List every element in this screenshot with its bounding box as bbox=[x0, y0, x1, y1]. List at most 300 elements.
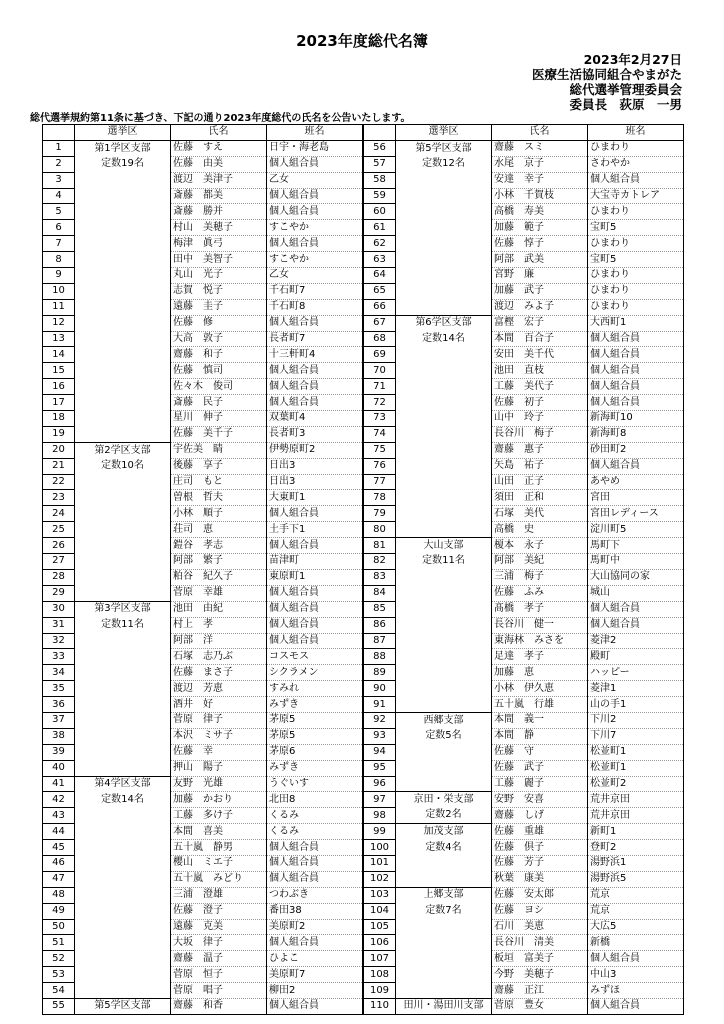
district-cell: 定数5名 bbox=[396, 728, 492, 744]
table-row bbox=[364, 649, 684, 665]
district-cell bbox=[75, 188, 171, 204]
row-number: 98 bbox=[364, 808, 396, 824]
area-cell: コスモス bbox=[267, 649, 363, 665]
name-cell: 足達 孝子 bbox=[492, 649, 588, 665]
name-cell: 渡辺 みよ子 bbox=[492, 299, 588, 315]
row-number: 108 bbox=[364, 967, 396, 983]
name-cell: 今野 美穂子 bbox=[492, 967, 588, 983]
area-cell: 大広5 bbox=[588, 919, 684, 935]
table-row bbox=[43, 871, 363, 887]
area-cell: 下川7 bbox=[588, 728, 684, 744]
area-cell: 城山 bbox=[588, 585, 684, 601]
district-cell bbox=[396, 983, 492, 999]
table-row bbox=[364, 442, 684, 458]
area-cell: 北田8 bbox=[267, 792, 363, 808]
district-cell bbox=[75, 855, 171, 871]
table-row bbox=[364, 506, 684, 522]
district-cell bbox=[75, 426, 171, 442]
area-cell: 個人組合員 bbox=[267, 379, 363, 395]
row-number: 25 bbox=[43, 522, 75, 538]
table-row bbox=[364, 871, 684, 887]
area-cell: 荒井京田 bbox=[588, 808, 684, 824]
name-cell: 高橋 寿美 bbox=[492, 204, 588, 220]
name-cell: 菅原 唱子 bbox=[171, 983, 267, 999]
district-cell: 定数11名 bbox=[396, 554, 492, 570]
name-cell: 本間 喜美 bbox=[171, 824, 267, 840]
district-cell bbox=[75, 887, 171, 903]
row-number: 27 bbox=[43, 554, 75, 570]
table-row bbox=[364, 744, 684, 760]
row-number: 87 bbox=[364, 633, 396, 649]
table-row bbox=[364, 522, 684, 538]
row-number: 56 bbox=[364, 140, 396, 156]
name-cell: 五十嵐 行雄 bbox=[492, 697, 588, 713]
area-cell: 個人組合員 bbox=[267, 871, 363, 887]
table-row bbox=[43, 490, 363, 506]
district-cell bbox=[396, 649, 492, 665]
district-cell bbox=[396, 522, 492, 538]
table-row bbox=[364, 283, 684, 299]
row-number: 74 bbox=[364, 426, 396, 442]
district-cell bbox=[75, 712, 171, 728]
name-cell: 粕谷 紀久子 bbox=[171, 569, 267, 585]
table-row bbox=[43, 379, 363, 395]
row-number: 81 bbox=[364, 538, 396, 554]
area-cell: 茅原5 bbox=[267, 712, 363, 728]
name-cell: 本間 静 bbox=[492, 728, 588, 744]
area-cell: ひまわり bbox=[588, 140, 684, 156]
name-cell: 池田 直枝 bbox=[492, 363, 588, 379]
table-row bbox=[364, 363, 684, 379]
name-cell: 佐藤 守 bbox=[492, 744, 588, 760]
area-cell: 個人組合員 bbox=[588, 998, 684, 1014]
table-row bbox=[43, 712, 363, 728]
row-number: 101 bbox=[364, 855, 396, 871]
district-cell: 田川・湯田川支部 bbox=[396, 998, 492, 1014]
table-row bbox=[43, 681, 363, 697]
district-cell bbox=[396, 426, 492, 442]
row-number: 51 bbox=[43, 935, 75, 951]
district-cell bbox=[396, 363, 492, 379]
table-row bbox=[364, 554, 684, 570]
area-cell: 馬町下 bbox=[588, 538, 684, 554]
name-cell: 齋藤 正江 bbox=[492, 983, 588, 999]
row-number: 38 bbox=[43, 728, 75, 744]
row-number: 22 bbox=[43, 474, 75, 490]
name-cell: 佐藤 修 bbox=[171, 315, 267, 331]
row-number: 4 bbox=[43, 188, 75, 204]
table-row bbox=[43, 776, 363, 792]
table-row bbox=[364, 808, 684, 824]
district-cell bbox=[396, 268, 492, 284]
name-cell: 佐藤 慎司 bbox=[171, 363, 267, 379]
district-cell bbox=[75, 299, 171, 315]
district-cell bbox=[75, 935, 171, 951]
row-number: 69 bbox=[364, 347, 396, 363]
area-cell: 乙女 bbox=[267, 268, 363, 284]
row-number: 7 bbox=[43, 236, 75, 252]
row-number: 79 bbox=[364, 506, 396, 522]
name-cell: 齋藤 スミ bbox=[492, 140, 588, 156]
table-row bbox=[43, 458, 363, 474]
row-number: 99 bbox=[364, 824, 396, 840]
district-cell bbox=[396, 458, 492, 474]
name-cell: 佐藤 美千子 bbox=[171, 426, 267, 442]
name-cell: 本沢 ミサ子 bbox=[171, 728, 267, 744]
area-cell: 個人組合員 bbox=[588, 951, 684, 967]
area-cell: 湯野浜1 bbox=[588, 855, 684, 871]
name-cell: 阿部 美紀 bbox=[492, 554, 588, 570]
table-row bbox=[43, 808, 363, 824]
name-cell: 富樫 宏子 bbox=[492, 315, 588, 331]
table-row bbox=[364, 331, 684, 347]
table-row bbox=[364, 792, 684, 808]
row-number: 57 bbox=[364, 156, 396, 172]
col-header-number bbox=[43, 125, 75, 141]
district-cell: 定数4名 bbox=[396, 840, 492, 856]
row-number: 96 bbox=[364, 776, 396, 792]
area-cell: 山の手1 bbox=[588, 697, 684, 713]
area-cell: 柳田2 bbox=[267, 983, 363, 999]
row-number: 3 bbox=[43, 172, 75, 188]
row-number: 1 bbox=[43, 140, 75, 156]
row-number: 103 bbox=[364, 887, 396, 903]
table-row bbox=[43, 204, 363, 220]
district-cell: 第3学区支部 bbox=[75, 601, 171, 617]
area-cell: 個人組合員 bbox=[267, 188, 363, 204]
name-cell: 水尾 京子 bbox=[492, 156, 588, 172]
district-cell: 加茂支部 bbox=[396, 824, 492, 840]
area-cell: 土手下1 bbox=[267, 522, 363, 538]
row-number: 70 bbox=[364, 363, 396, 379]
row-number: 16 bbox=[43, 379, 75, 395]
table-row bbox=[364, 712, 684, 728]
district-cell bbox=[75, 172, 171, 188]
table-row bbox=[364, 840, 684, 856]
row-number: 23 bbox=[43, 490, 75, 506]
name-cell: 石塚 美代 bbox=[492, 506, 588, 522]
area-cell: 長者町7 bbox=[267, 331, 363, 347]
row-number: 32 bbox=[43, 633, 75, 649]
table-row bbox=[364, 299, 684, 315]
district-cell bbox=[75, 903, 171, 919]
row-number: 95 bbox=[364, 760, 396, 776]
name-cell: 菅原 幸雄 bbox=[171, 585, 267, 601]
row-number: 84 bbox=[364, 585, 396, 601]
row-number: 11 bbox=[43, 299, 75, 315]
table-row bbox=[364, 458, 684, 474]
table-row bbox=[364, 776, 684, 792]
name-cell: 小林 千賀枝 bbox=[492, 188, 588, 204]
area-cell: 松並町2 bbox=[588, 776, 684, 792]
district-cell: 第5学区支部 bbox=[75, 998, 171, 1014]
area-cell: 松並町1 bbox=[588, 760, 684, 776]
name-cell: 齋藤 惠子 bbox=[492, 442, 588, 458]
table-row bbox=[364, 220, 684, 236]
district-cell bbox=[75, 506, 171, 522]
table-row bbox=[364, 951, 684, 967]
area-cell: すこやか bbox=[267, 252, 363, 268]
name-cell: 齋藤 しげ bbox=[492, 808, 588, 824]
row-number: 30 bbox=[43, 601, 75, 617]
area-cell: 個人組合員 bbox=[267, 998, 363, 1014]
area-cell: 個人組合員 bbox=[267, 601, 363, 617]
name-cell: 加藤 恵 bbox=[492, 665, 588, 681]
district-cell bbox=[396, 220, 492, 236]
name-cell: 菅原 恒子 bbox=[171, 967, 267, 983]
name-cell: 阿部 武美 bbox=[492, 252, 588, 268]
district-cell bbox=[75, 522, 171, 538]
district-cell bbox=[75, 379, 171, 395]
table-row bbox=[364, 490, 684, 506]
table-row bbox=[364, 665, 684, 681]
district-cell bbox=[75, 395, 171, 411]
area-cell: 大山協同の家 bbox=[588, 569, 684, 585]
area-cell: 個人組合員 bbox=[267, 840, 363, 856]
district-cell bbox=[396, 760, 492, 776]
row-number: 9 bbox=[43, 268, 75, 284]
row-number: 5 bbox=[43, 204, 75, 220]
district-cell: 第1学区支部 bbox=[75, 140, 171, 156]
area-cell: 茅原6 bbox=[267, 744, 363, 760]
name-cell: 榎本 永子 bbox=[492, 538, 588, 554]
district-cell: 京田・栄支部 bbox=[396, 792, 492, 808]
row-number: 78 bbox=[364, 490, 396, 506]
district-cell bbox=[75, 283, 171, 299]
organization-name: 医療生活協同組合やまがた bbox=[531, 67, 682, 82]
name-cell: 斎藤 民子 bbox=[171, 395, 267, 411]
area-cell: 宝町5 bbox=[588, 252, 684, 268]
area-cell: 千石町8 bbox=[267, 299, 363, 315]
table-row bbox=[43, 840, 363, 856]
district-cell: 定数10名 bbox=[75, 458, 171, 474]
area-cell: 個人組合員 bbox=[267, 506, 363, 522]
name-cell: 阿部 繁子 bbox=[171, 554, 267, 570]
row-number: 12 bbox=[43, 315, 75, 331]
row-number: 13 bbox=[43, 331, 75, 347]
row-number: 29 bbox=[43, 585, 75, 601]
table-row bbox=[364, 426, 684, 442]
row-number: 8 bbox=[43, 252, 75, 268]
right-table bbox=[363, 124, 684, 1015]
row-number: 72 bbox=[364, 395, 396, 411]
district-cell bbox=[75, 220, 171, 236]
area-cell: 日宇・海老島 bbox=[267, 140, 363, 156]
table-row bbox=[43, 220, 363, 236]
area-cell: ひまわり bbox=[588, 299, 684, 315]
row-number: 33 bbox=[43, 649, 75, 665]
district-cell bbox=[75, 490, 171, 506]
table-row bbox=[43, 919, 363, 935]
name-cell: 佐藤 芳子 bbox=[492, 855, 588, 871]
row-number: 97 bbox=[364, 792, 396, 808]
area-cell: 東原町1 bbox=[267, 569, 363, 585]
table-row bbox=[43, 649, 363, 665]
district-cell bbox=[396, 236, 492, 252]
district-cell: 定数11名 bbox=[75, 617, 171, 633]
row-number: 17 bbox=[43, 395, 75, 411]
name-cell: 佐藤 初子 bbox=[492, 395, 588, 411]
area-cell: シクラメン bbox=[267, 665, 363, 681]
district-cell bbox=[396, 379, 492, 395]
row-number: 53 bbox=[43, 967, 75, 983]
district-cell bbox=[75, 840, 171, 856]
name-cell: 遠藤 克美 bbox=[171, 919, 267, 935]
name-cell: 長谷川 梅子 bbox=[492, 426, 588, 442]
row-number: 42 bbox=[43, 792, 75, 808]
table-row bbox=[43, 315, 363, 331]
table-row bbox=[364, 728, 684, 744]
name-cell: 宇佐美 睛 bbox=[171, 442, 267, 458]
name-cell: 佐藤 澄子 bbox=[171, 903, 267, 919]
table-row bbox=[43, 617, 363, 633]
district-cell bbox=[75, 331, 171, 347]
district-cell bbox=[396, 204, 492, 220]
row-number: 24 bbox=[43, 506, 75, 522]
district-cell bbox=[75, 951, 171, 967]
area-cell: すこやか bbox=[267, 220, 363, 236]
district-cell bbox=[396, 855, 492, 871]
name-cell: 板垣 富美子 bbox=[492, 951, 588, 967]
name-cell: 大坂 律子 bbox=[171, 935, 267, 951]
row-number: 100 bbox=[364, 840, 396, 856]
name-cell: 佐藤 重雄 bbox=[492, 824, 588, 840]
district-cell bbox=[75, 538, 171, 554]
table-row bbox=[364, 347, 684, 363]
row-number: 26 bbox=[43, 538, 75, 554]
row-number: 37 bbox=[43, 712, 75, 728]
row-number: 92 bbox=[364, 712, 396, 728]
area-cell: 淀川町5 bbox=[588, 522, 684, 538]
district-cell bbox=[396, 776, 492, 792]
district-cell bbox=[75, 967, 171, 983]
table-row bbox=[43, 935, 363, 951]
table-row bbox=[364, 697, 684, 713]
name-cell: 酒井 好 bbox=[171, 697, 267, 713]
area-cell: 宝町5 bbox=[588, 220, 684, 236]
name-cell: 秋葉 康美 bbox=[492, 871, 588, 887]
district-cell bbox=[396, 665, 492, 681]
district-cell bbox=[396, 951, 492, 967]
area-cell: 個人組合員 bbox=[588, 363, 684, 379]
area-cell: ひまわり bbox=[588, 236, 684, 252]
col-header-name: 氏名 bbox=[171, 125, 267, 141]
name-cell: 渡辺 美津子 bbox=[171, 172, 267, 188]
district-cell bbox=[396, 967, 492, 983]
col-header-area: 班名 bbox=[267, 125, 363, 141]
name-cell: 佐藤 ふみ bbox=[492, 585, 588, 601]
row-number: 49 bbox=[43, 903, 75, 919]
area-cell: 菱津1 bbox=[588, 681, 684, 697]
district-cell bbox=[396, 347, 492, 363]
table-row bbox=[364, 204, 684, 220]
district-cell bbox=[396, 585, 492, 601]
table-row bbox=[43, 760, 363, 776]
table-row bbox=[364, 315, 684, 331]
district-cell bbox=[75, 411, 171, 427]
table-row bbox=[364, 268, 684, 284]
table-row bbox=[364, 156, 684, 172]
row-number: 50 bbox=[43, 919, 75, 935]
district-cell bbox=[75, 919, 171, 935]
table-row bbox=[364, 188, 684, 204]
area-cell: 個人組合員 bbox=[267, 617, 363, 633]
district-cell: 定数14名 bbox=[396, 331, 492, 347]
row-number: 10 bbox=[43, 283, 75, 299]
row-number: 107 bbox=[364, 951, 396, 967]
row-number: 85 bbox=[364, 601, 396, 617]
area-cell: 個人組合員 bbox=[267, 855, 363, 871]
area-cell: 日出3 bbox=[267, 474, 363, 490]
area-cell: 個人組合員 bbox=[267, 633, 363, 649]
area-cell: 乙女 bbox=[267, 172, 363, 188]
area-cell: 荒井京田 bbox=[588, 792, 684, 808]
name-cell: 加藤 武子 bbox=[492, 283, 588, 299]
row-number: 63 bbox=[364, 252, 396, 268]
district-cell: 西郷支部 bbox=[396, 712, 492, 728]
area-cell: 宮田レディース bbox=[588, 506, 684, 522]
area-cell: さわやか bbox=[588, 156, 684, 172]
row-number: 65 bbox=[364, 283, 396, 299]
row-number: 48 bbox=[43, 887, 75, 903]
area-cell: 個人組合員 bbox=[267, 315, 363, 331]
area-cell: 個人組合員 bbox=[267, 204, 363, 220]
name-cell: 佐藤 武子 bbox=[492, 760, 588, 776]
row-number: 67 bbox=[364, 315, 396, 331]
name-cell: 庄司 もと bbox=[171, 474, 267, 490]
row-number: 90 bbox=[364, 681, 396, 697]
table-row bbox=[364, 998, 684, 1014]
area-cell: 登町2 bbox=[588, 840, 684, 856]
col-header-area: 班名 bbox=[588, 125, 684, 141]
area-cell: 番田38 bbox=[267, 903, 363, 919]
row-number: 21 bbox=[43, 458, 75, 474]
name-cell: 宮野 廉 bbox=[492, 268, 588, 284]
area-cell: 荒京 bbox=[588, 903, 684, 919]
row-number: 58 bbox=[364, 172, 396, 188]
area-cell: 宮田 bbox=[588, 490, 684, 506]
name-cell: 齋藤 和香 bbox=[171, 998, 267, 1014]
table-row bbox=[43, 824, 363, 840]
district-cell bbox=[75, 871, 171, 887]
name-cell: 後藤 享子 bbox=[171, 458, 267, 474]
area-cell: 個人組合員 bbox=[588, 601, 684, 617]
row-number: 36 bbox=[43, 697, 75, 713]
table-row bbox=[43, 268, 363, 284]
name-cell: 三浦 澄雄 bbox=[171, 887, 267, 903]
name-cell: 工藤 麗子 bbox=[492, 776, 588, 792]
chair-name: 委員長 荻原 一男 bbox=[569, 97, 682, 112]
notice-text: 総代選挙規約第11条に基づき、下記の通り2023年度総代の氏名を公告いたします。 bbox=[30, 113, 411, 124]
area-cell: みずき bbox=[267, 760, 363, 776]
name-cell: 渡辺 芳恵 bbox=[171, 681, 267, 697]
table-row bbox=[364, 983, 684, 999]
area-cell: 新海町8 bbox=[588, 426, 684, 442]
area-cell: 茅原5 bbox=[267, 728, 363, 744]
table-row bbox=[43, 697, 363, 713]
district-cell: 第5学区支部 bbox=[396, 140, 492, 156]
table-row bbox=[364, 236, 684, 252]
name-cell: 櫻山 ミエ子 bbox=[171, 855, 267, 871]
table-row bbox=[364, 760, 684, 776]
name-cell: 須田 正和 bbox=[492, 490, 588, 506]
area-cell: 十三軒町4 bbox=[267, 347, 363, 363]
table-row bbox=[364, 681, 684, 697]
area-cell: 新町1 bbox=[588, 824, 684, 840]
page-title: 2023年度総代名簿 bbox=[296, 32, 428, 50]
row-number: 52 bbox=[43, 951, 75, 967]
district-cell bbox=[75, 760, 171, 776]
